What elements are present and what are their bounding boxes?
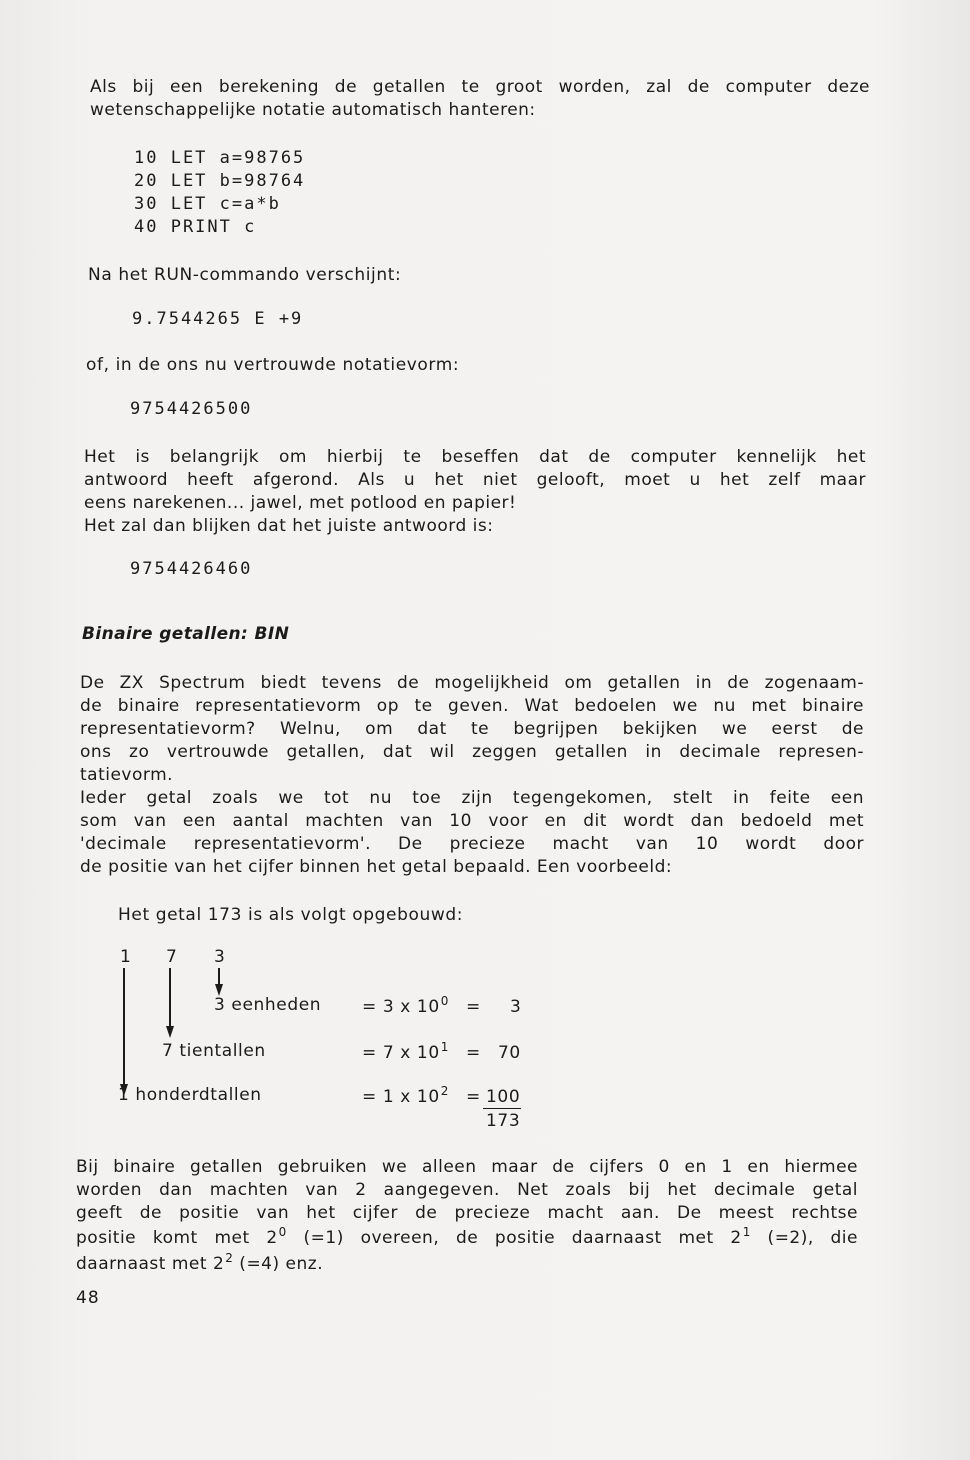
arrow-hundreds-line [123,968,125,1086]
important-line: Het zal dan blijken dat het juiste antwoord is: [84,516,494,536]
breakdown-expr: = 7 x $10^1$ [362,1040,450,1063]
breakdown-expr: = 1 x $10^2$ [362,1084,450,1107]
section-heading: Binaire getallen: BIN [82,624,290,644]
binary-line: geeft de positie van het cijfer de precieze macht aan. De meest rechtse [76,1203,858,1223]
breakdown-label: 7 tientallen [162,1041,266,1061]
spectrum-line: Ieder getal zoals we tot nu toe zijn tegengekomen, stelt in feite een [80,788,864,808]
breakdown-expr: = 3 x $10^0$ [362,994,450,1017]
notation-value: 9754426500 [130,399,253,419]
spectrum-paragraph [80,672,864,879]
breakdown-result: 100 [486,1087,521,1107]
binary-line: daarnaast met $2^2$ (=4) enz. [76,1251,324,1274]
correct-value: 9754426460 [130,559,253,579]
page-number: 48 [76,1288,100,1308]
breakdown-label: 3 eenheden [214,995,322,1015]
spectrum-line: De ZX Spectrum biedt tevens de mogelijkheid om getallen in de zogenaam- [80,673,864,693]
spectrum-line: de positie van het cijfer binnen het getal bepaald. Een voorbeeld: [80,857,673,877]
spectrum-line: tatievorm. [80,765,174,785]
breakdown-result: 3 [510,997,522,1017]
digit-units: 3 [214,947,226,967]
program-line: 30 LET c=a*b [134,194,281,214]
binary-line: positie komt met $2^0$ (=1) overeen, de positie daarnaast met $2^1$ (=2), die [76,1225,858,1248]
breakdown-label: 1 honderdtallen [118,1085,262,1105]
important-line: antwoord heeft afgerond. Als u het niet gelooft, moet u het zelf maar [84,470,866,490]
notation-text: of, in de ons nu vertrouwde notatievorm: [86,355,460,375]
binary-line: worden dan machten van 2 aangegeven. Net zoals bij het decimale getal [76,1180,858,1200]
intro-paragraph [90,76,870,122]
digit-tens: 7 [166,947,178,967]
run-text: Na het RUN-commando verschijnt: [88,265,402,285]
spectrum-line: ons zo vertrouwde getallen, dat wil zeggen getallen in decimale represen- [80,742,864,762]
sum-total: 173 [486,1111,521,1131]
breakdown-eq: = [466,997,481,1017]
intro-line: wetenschappelijke notatie automatisch hanteren: [90,100,536,120]
spectrum-line: som van een aantal machten van 10 voor en dit wordt dan bedoeld met [80,811,864,831]
example-intro: Het getal 173 is als volgt opgebouwd: [118,905,464,925]
spectrum-line: 'decimale representatievorm'. De precieze macht van 10 wordt door [80,834,864,854]
breakdown-eq: = [466,1043,481,1063]
arrow-tens-line [169,968,171,1028]
arrow-tens-head [166,1026,174,1038]
breakdown-eq: = [466,1087,481,1107]
important-line: eens narekenen... jawel, met potlood en papier! [84,493,517,513]
program-line: 20 LET b=98764 [134,171,306,191]
program-line: 10 LET a=98765 [134,148,306,168]
binary-line: Bij binaire getallen gebruiken we alleen maar de cijfers 0 en 1 en hiermee [76,1157,858,1177]
important-paragraph [84,446,866,538]
program-line: 40 PRINT c [134,217,257,237]
important-line: Het is belangrijk om hierbij te beseffen dat de computer kennelijk het [84,447,866,467]
run-output: 9.7544265 E +9 [132,309,304,329]
digit-hundreds: 1 [120,947,132,967]
breakdown-result: 70 [498,1043,521,1063]
spectrum-line: representatievorm? Welnu, om dat te begrijpen bekijken we eerst de [80,719,864,739]
sum-line [483,1108,521,1109]
binary-paragraph [76,1156,858,1277]
spectrum-line: de binaire representatievorm op te geven. Wat bedoelen we nu met binaire [80,696,864,716]
intro-line: Als bij een berekening de getallen te groot worden, zal de computer deze [90,77,870,97]
